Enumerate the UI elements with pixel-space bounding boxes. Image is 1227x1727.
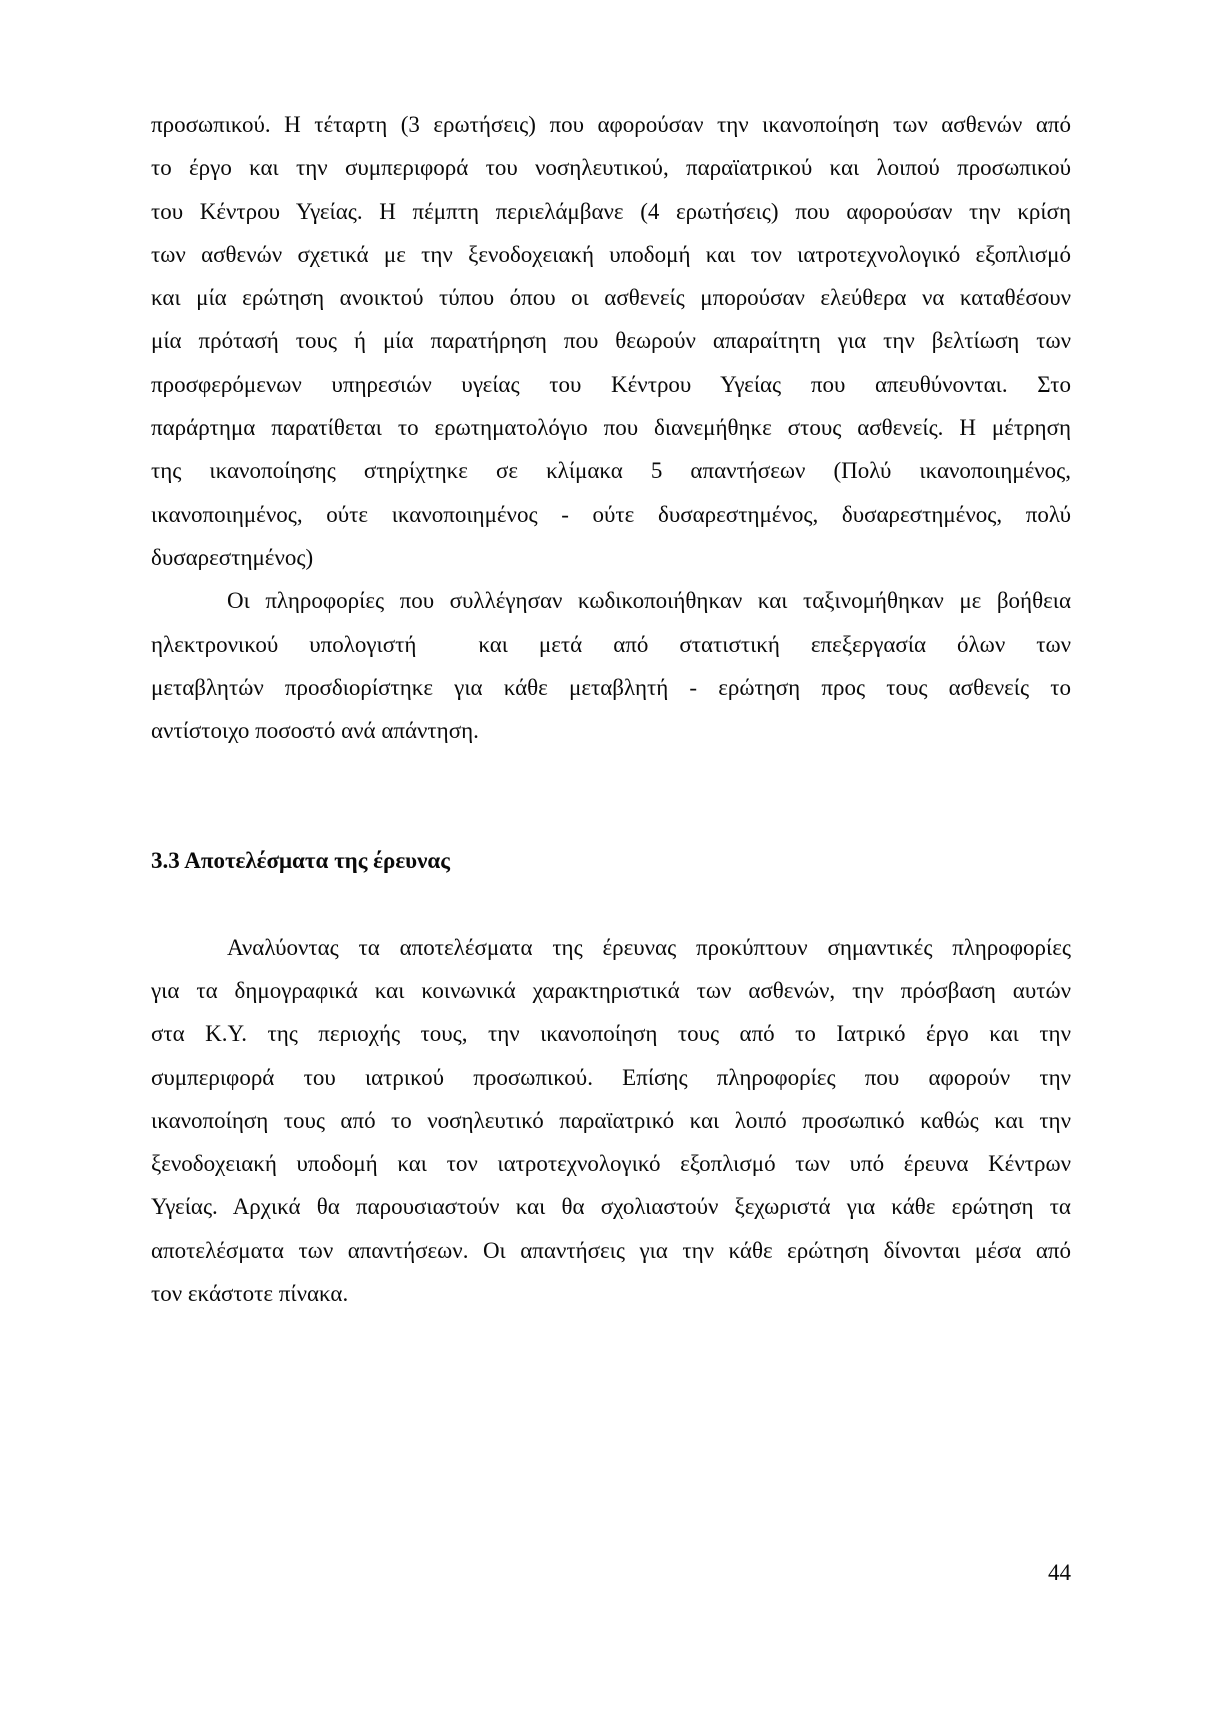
text-line: συμπεριφορά του ιατρικού προσωπικού. Επίσης πληροφορίες που αφορούν την	[151, 1064, 1071, 1090]
page-number: 44	[1048, 1560, 1071, 1585]
text-line: και μία ερώτηση ανοικτού τύπου όπου οι ασθενείς μπορούσαν ελεύθερα να καταθέσουν	[151, 285, 1071, 311]
text-line: προσφερόμενων υπηρεσιών υγείας του Κέντρου Υγείας που απευθύνονται. Στο	[151, 371, 1071, 397]
text-line: της ικανοποίησης στηρίχτηκε σε κλίμακα 5 απαντήσεων (Πολύ ικανοποιημένος,	[151, 458, 1071, 484]
text-line: αντίστοιχο ποσοστό ανά απάντηση.	[151, 718, 479, 744]
blank-line	[151, 752, 1071, 795]
text-line: μία πρότασή τους ή μία παρατήρηση που θεωρούν απαραίτητη για την βελτίωση των	[151, 328, 1071, 354]
text-line: Οι πληροφορίες που συλλέγησαν κωδικοποιήθηκαν και ταξινομήθηκαν με βοήθεια	[227, 588, 1071, 614]
text-line: στα Κ.Υ. της περιοχής τους, την ικανοποίηση τους από το Ιατρικό έργο και την	[151, 1021, 1071, 1047]
text-line: παράρτημα παρατίθεται το ερωτηματολόγιο που διανεμήθηκε στους ασθενείς. Η μέτρηση	[151, 415, 1071, 441]
text-line: των ασθενών σχετικά με την ξενοδοχειακή υποδομή και τον ιατροτεχνολογικό εξοπλισμό	[151, 241, 1071, 267]
text-line: το έργο και την συμπεριφορά του νοσηλευτικού, παραϊατρικού και λοιπού προσωπικού	[151, 155, 1071, 181]
text-line: Υγείας. Αρχικά θα παρουσιαστούν και θα σχολιαστούν ξεχωριστά για κάθε ερώτηση τα	[151, 1194, 1071, 1220]
text-line: του Κέντρου Υγείας. Η πέμπτη περιελάμβανε (4 ερωτήσεις) που αφορούσαν την κρίση	[151, 198, 1071, 224]
text-line: ικανοποίηση τους από το νοσηλευτικό παραϊατρικό και λοιπό προσωπικό καθώς και την	[151, 1107, 1071, 1133]
text-line: δυσαρεστημένος)	[151, 544, 314, 570]
text-line: προσωπικού. Η τέταρτη (3 ερωτήσεις) που αφορούσαν την ικανοποίηση των ασθενών από	[151, 112, 1071, 137]
blank-line	[151, 882, 1071, 925]
text-line: Αναλύοντας τα αποτελέσματα της έρευνας προκύπτουν σημαντικές πληροφορίες	[227, 934, 1071, 960]
paragraph-data-processing	[151, 579, 1071, 752]
blank-line	[151, 796, 1071, 839]
text-line: μεταβλητών προσδιορίστηκε για κάθε μεταβλητή - ερώτηση προς τους ασθενείς το	[151, 674, 1071, 700]
section-heading: 3.3 Αποτελέσματα της έρευνας	[151, 848, 450, 874]
text-line: για τα δημογραφικά και κοινωνικά χαρακτηριστικά των ασθενών, την πρόσβαση αυτών	[151, 977, 1071, 1003]
text-line: ηλεκτρονικού υπολογιστή και μετά από στατιστική επεξεργασία όλων των	[151, 631, 1071, 657]
text-line: ξενοδοχειακή υποδομή και τον ιατροτεχνολογικό εξοπλισμό των υπό έρευνα Κέντρων	[151, 1151, 1071, 1177]
paragraph-questionnaire-description	[151, 103, 1071, 579]
body-text	[151, 103, 1071, 1315]
text-line: αποτελέσματα των απαντήσεων. Οι απαντήσεις για την κάθε ερώτηση δίνονται μέσα από	[151, 1237, 1071, 1263]
text-line: τον εκάστοτε πίνακα.	[151, 1281, 349, 1307]
paragraph-results-overview	[151, 926, 1071, 1316]
text-line: ικανοποιημένος, ούτε ικανοποιημένος - ούτε δυσαρεστημένος, δυσαρεστημένος, πολύ	[151, 501, 1071, 527]
